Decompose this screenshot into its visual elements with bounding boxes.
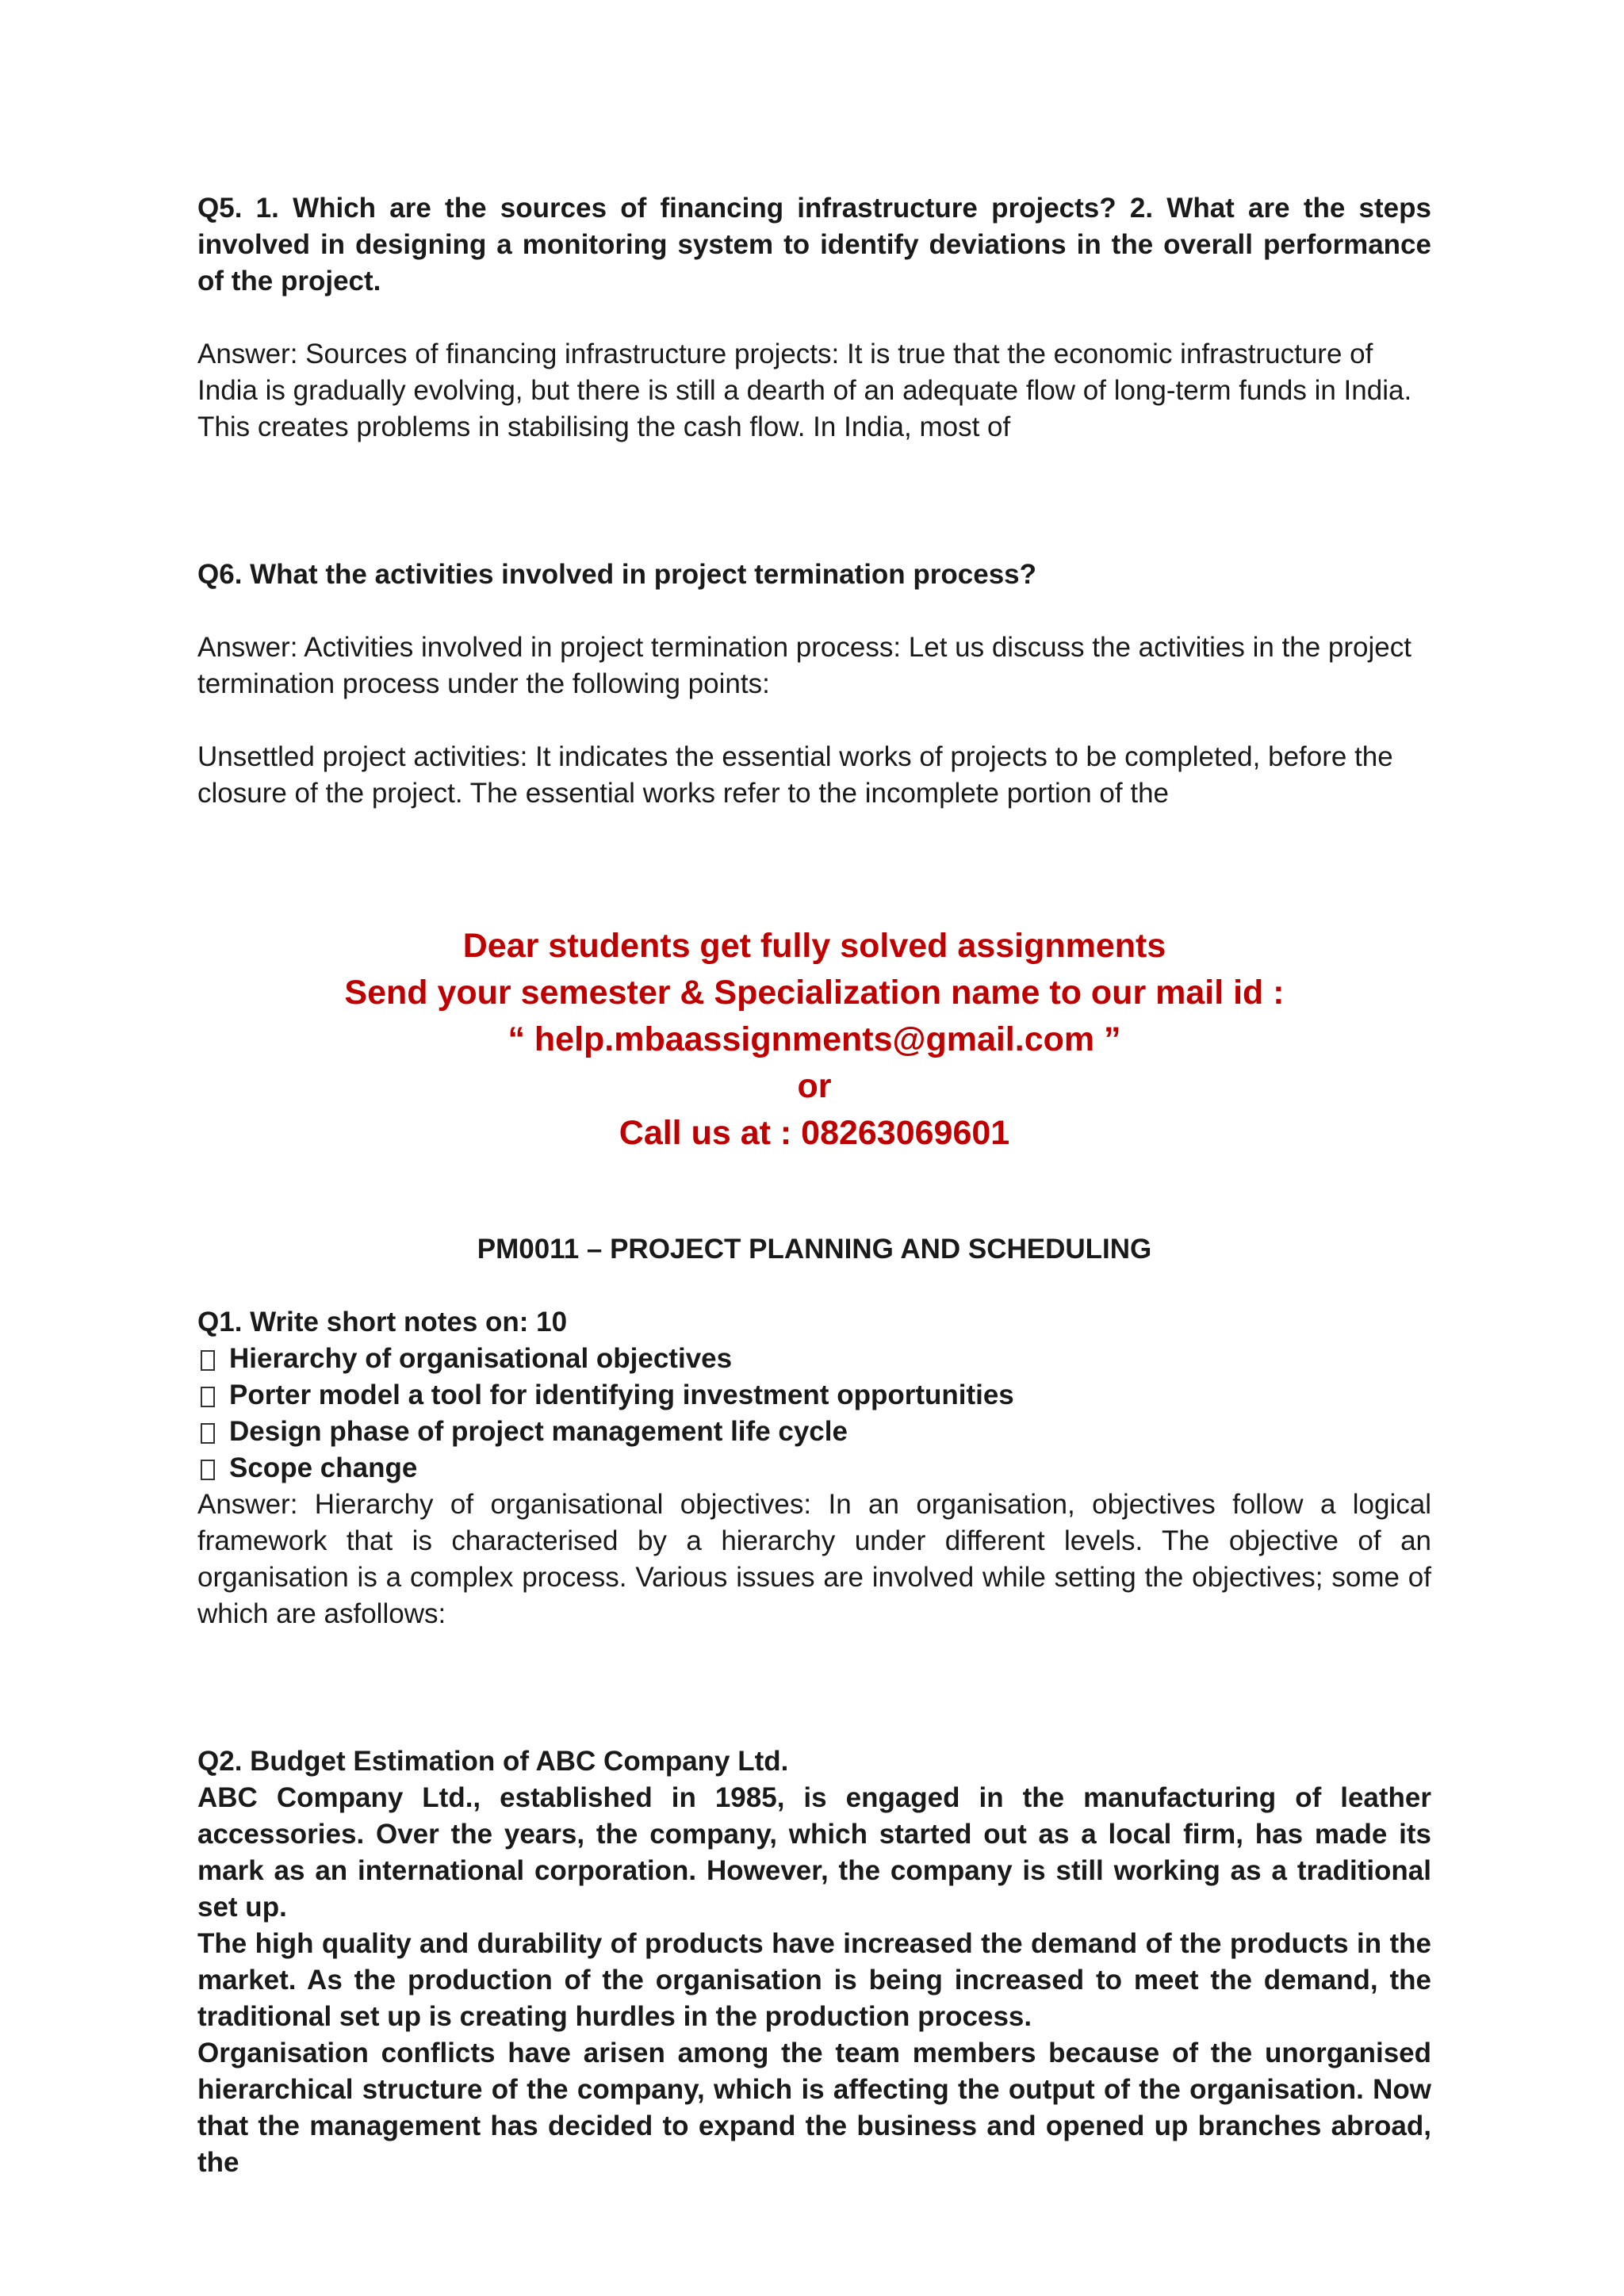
promo-or: or (797, 1067, 832, 1105)
promo-block (197, 923, 1431, 1157)
q2-paragraph-2: The high quality and durability of products have increased the demand of the products in the market. As the production of the organisation is being increased to meet the demand, the traditional set up is creating hurdles in the production process. (197, 1928, 1431, 2032)
q1-bullet-text: Hierarchy of organisational objectives (229, 1343, 733, 1374)
promo-line-1: Dear students get fully solved assignments (462, 927, 1166, 965)
q1-title: Q1. Write short notes on: 10 (197, 1307, 568, 1337)
q1-bullet (197, 1414, 1431, 1450)
page-content (197, 190, 1431, 2181)
promo-line-2: Send your semester & Specialization name to our mail id : (344, 974, 1285, 1012)
q2-paragraph-3: Organisation conflicts have arisen among the team members because of the unorganised hierarchical structure of the company, which is affecting the output of the organisation. Now that the management has decided to expand the business and opened up branches abroad, the (197, 2038, 1431, 2178)
q1-bullet-text: Scope change (229, 1452, 418, 1483)
promo-phone: Call us at : 08263069601 (619, 1114, 1010, 1152)
bullet-box-icon (201, 1423, 215, 1444)
q1-bullet-text: Porter model a tool for identifying investment opportunities (229, 1380, 1014, 1410)
q6-title: Q6. What the activities involved in project termination process? (197, 559, 1037, 590)
q1-bullet (197, 1450, 1431, 1487)
q2-paragraph-1: ABC Company Ltd., established in 1985, is engaged in the manufacturing of leather accessories. Over the years, the company, which started out as a local firm, has made its mark as an international corporation. However, the company is still working as a traditional set up. (197, 1782, 1431, 1923)
course-title: PM0011 – PROJECT PLANNING AND SCHEDULING (477, 1234, 1152, 1265)
q1-answer: Answer: Hierarchy of organisational objectives: In an organisation, objectives follow a logical framework that is characterised by a hierarchy under different levels. The objective of an organisation is a complex process. Various issues are involved while setting the objectives; some of which are asfollows: (197, 1489, 1431, 1629)
q5-title: Q5. 1. Which are the sources of financing infrastructure projects? 2. What are the steps involved in designing a monitoring system to identify deviations in the overall performance of the project. (197, 193, 1431, 297)
bullet-box-icon (201, 1460, 215, 1480)
q5-answer: Answer: Sources of financing infrastructure projects: It is true that the economic infrastructure of India is gradually evolving, but there is still a dearth of an adequate flow of long-term funds in India. This creates problems in stabilising the cash flow. In India, most of (197, 339, 1412, 442)
bullet-box-icon (201, 1350, 215, 1371)
q6-answer: Answer: Activities involved in project termination process: Let us discuss the activities in the project termination process under the following points: (197, 632, 1411, 699)
q1-bullet-text: Design phase of project management life cycle (229, 1416, 848, 1447)
q6-paragraph: Unsettled project activities: It indicates the essential works of projects to be completed, before the closure of the project. The essential works refer to the incomplete portion of the (197, 741, 1393, 809)
q2-title: Q2. Budget Estimation of ABC Company Ltd. (197, 1746, 789, 1777)
q1-bullet (197, 1377, 1431, 1414)
bullet-box-icon (201, 1387, 215, 1407)
promo-email: “ help.mbaassignments@gmail.com ” (508, 1020, 1121, 1058)
q1-bullet (197, 1341, 1431, 1377)
